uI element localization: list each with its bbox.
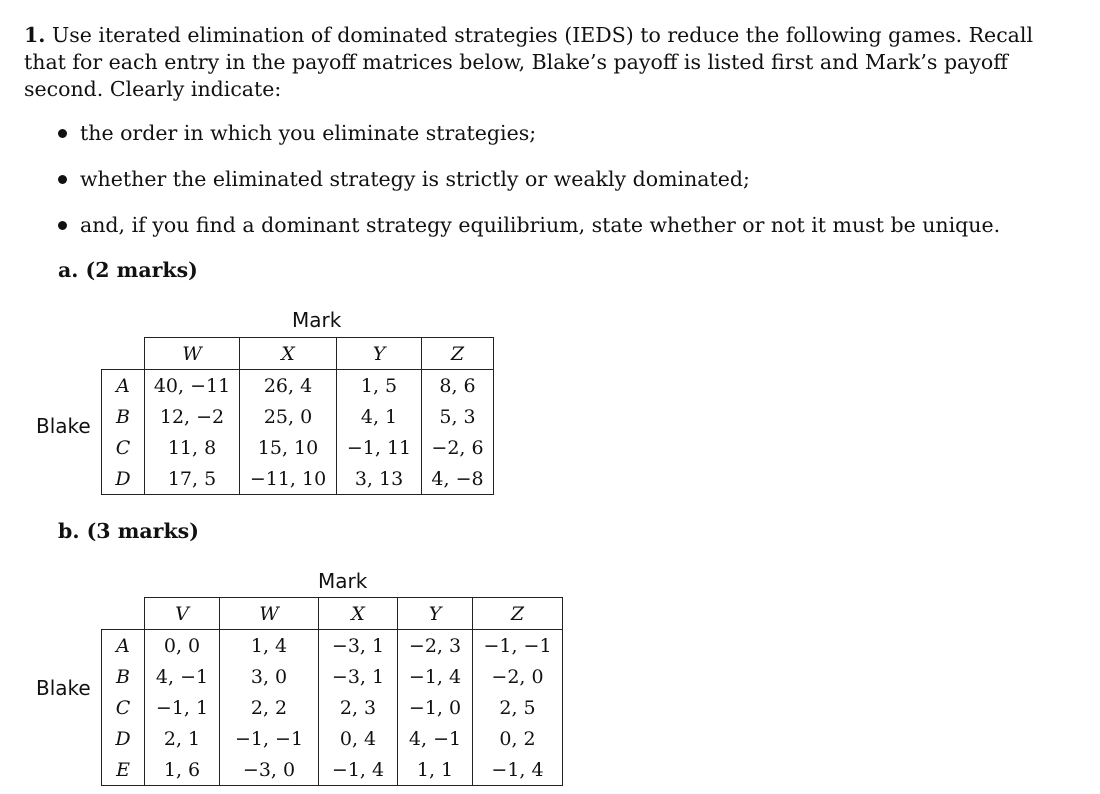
- row-header: B: [102, 401, 145, 432]
- payoff-cell: 1, 1: [398, 754, 473, 786]
- part-a-payoff-matrix: [101, 337, 494, 495]
- payoff-cell: 2, 1: [145, 723, 220, 754]
- part-b-row-player: Blake: [36, 676, 91, 700]
- payoff-cell: 8, 6: [422, 370, 494, 402]
- column-header: W: [220, 598, 319, 630]
- column-header: W: [145, 338, 240, 370]
- payoff-cell: 3, 13: [337, 463, 422, 495]
- payoff-cell: 2, 2: [220, 692, 319, 723]
- payoff-cell: 1, 4: [220, 630, 319, 662]
- part-a-column-player: Mark: [292, 308, 342, 332]
- bullet-icon: [58, 175, 67, 184]
- column-header: Y: [398, 598, 473, 630]
- payoff-cell: 26, 4: [240, 370, 337, 402]
- question-text: Use iterated elimination of dominated strategies (IEDS) to reduce the following games. Recall that for each entry in the payoff matrices below, Blake’s payoff is listed first and Mark’s payoff second. Clearly indicate:: [24, 23, 1034, 101]
- row-header: A: [102, 370, 145, 402]
- payoff-cell: −1, 1: [145, 692, 220, 723]
- payoff-cell: −1, 0: [398, 692, 473, 723]
- part-a-row-player: Blake: [36, 414, 91, 438]
- payoff-cell: 40, −11: [145, 370, 240, 402]
- payoff-cell: −1, −1: [220, 723, 319, 754]
- payoff-cell: −3, 0: [220, 754, 319, 786]
- column-header: Z: [422, 338, 494, 370]
- payoff-cell: 2, 3: [319, 692, 398, 723]
- part-a-title: a. (2 marks): [58, 258, 198, 282]
- table-row: [102, 370, 494, 402]
- payoff-cell: 15, 10: [240, 432, 337, 463]
- payoff-cell: 17, 5: [145, 463, 240, 495]
- row-header: B: [102, 661, 145, 692]
- row-header: C: [102, 692, 145, 723]
- payoff-cell: −2, 0: [473, 661, 563, 692]
- table-row: [102, 661, 563, 692]
- payoff-cell: 2, 5: [473, 692, 563, 723]
- row-header: D: [102, 723, 145, 754]
- payoff-cell: −2, 3: [398, 630, 473, 662]
- column-header: Y: [337, 338, 422, 370]
- table-row: [102, 401, 494, 432]
- payoff-cell: 1, 5: [337, 370, 422, 402]
- payoff-cell: 0, 2: [473, 723, 563, 754]
- payoff-cell: −1, 4: [398, 661, 473, 692]
- payoff-cell: −3, 1: [319, 661, 398, 692]
- row-header: A: [102, 630, 145, 662]
- column-header: V: [145, 598, 220, 630]
- payoff-cell: 4, −1: [398, 723, 473, 754]
- part-b-payoff-matrix: [101, 597, 563, 786]
- row-header: E: [102, 754, 145, 786]
- table-row: [102, 463, 494, 495]
- payoff-cell: −3, 1: [319, 630, 398, 662]
- column-header: X: [240, 338, 337, 370]
- payoff-cell: 4, −8: [422, 463, 494, 495]
- instruction-list: [58, 118, 1000, 256]
- column-header: Z: [473, 598, 563, 630]
- part-b-title: b. (3 marks): [58, 519, 199, 543]
- payoff-cell: 12, −2: [145, 401, 240, 432]
- question-intro: [24, 22, 1054, 103]
- question-number: 1.: [24, 23, 46, 47]
- row-header: C: [102, 432, 145, 463]
- payoff-cell: −1, −1: [473, 630, 563, 662]
- row-header: D: [102, 463, 145, 495]
- column-header: X: [319, 598, 398, 630]
- table-row: [102, 630, 563, 662]
- instruction-item: and, if you find a dominant strategy equilibrium, state whether or not it must be unique.: [58, 210, 1000, 256]
- payoff-cell: −1, 11: [337, 432, 422, 463]
- table-row: [102, 692, 563, 723]
- payoff-cell: 4, −1: [145, 661, 220, 692]
- payoff-cell: 11, 8: [145, 432, 240, 463]
- payoff-cell: 25, 0: [240, 401, 337, 432]
- table-row: [102, 723, 563, 754]
- payoff-cell: −2, 6: [422, 432, 494, 463]
- payoff-cell: 1, 6: [145, 754, 220, 786]
- payoff-cell: −1, 4: [473, 754, 563, 786]
- payoff-cell: 3, 0: [220, 661, 319, 692]
- part-b-column-player: Mark: [318, 569, 368, 593]
- payoff-cell: 4, 1: [337, 401, 422, 432]
- payoff-cell: −1, 4: [319, 754, 398, 786]
- payoff-cell: 0, 0: [145, 630, 220, 662]
- payoff-cell: −11, 10: [240, 463, 337, 495]
- header-row: [102, 338, 494, 370]
- table-row: [102, 432, 494, 463]
- bullet-icon: [58, 221, 67, 230]
- payoff-cell: 0, 4: [319, 723, 398, 754]
- instruction-item: whether the eliminated strategy is strictly or weakly dominated;: [58, 164, 1000, 210]
- instruction-item: the order in which you eliminate strategies;: [58, 118, 1000, 164]
- table-row: [102, 754, 563, 786]
- header-row: [102, 598, 563, 630]
- bullet-icon: [58, 129, 67, 138]
- payoff-cell: 5, 3: [422, 401, 494, 432]
